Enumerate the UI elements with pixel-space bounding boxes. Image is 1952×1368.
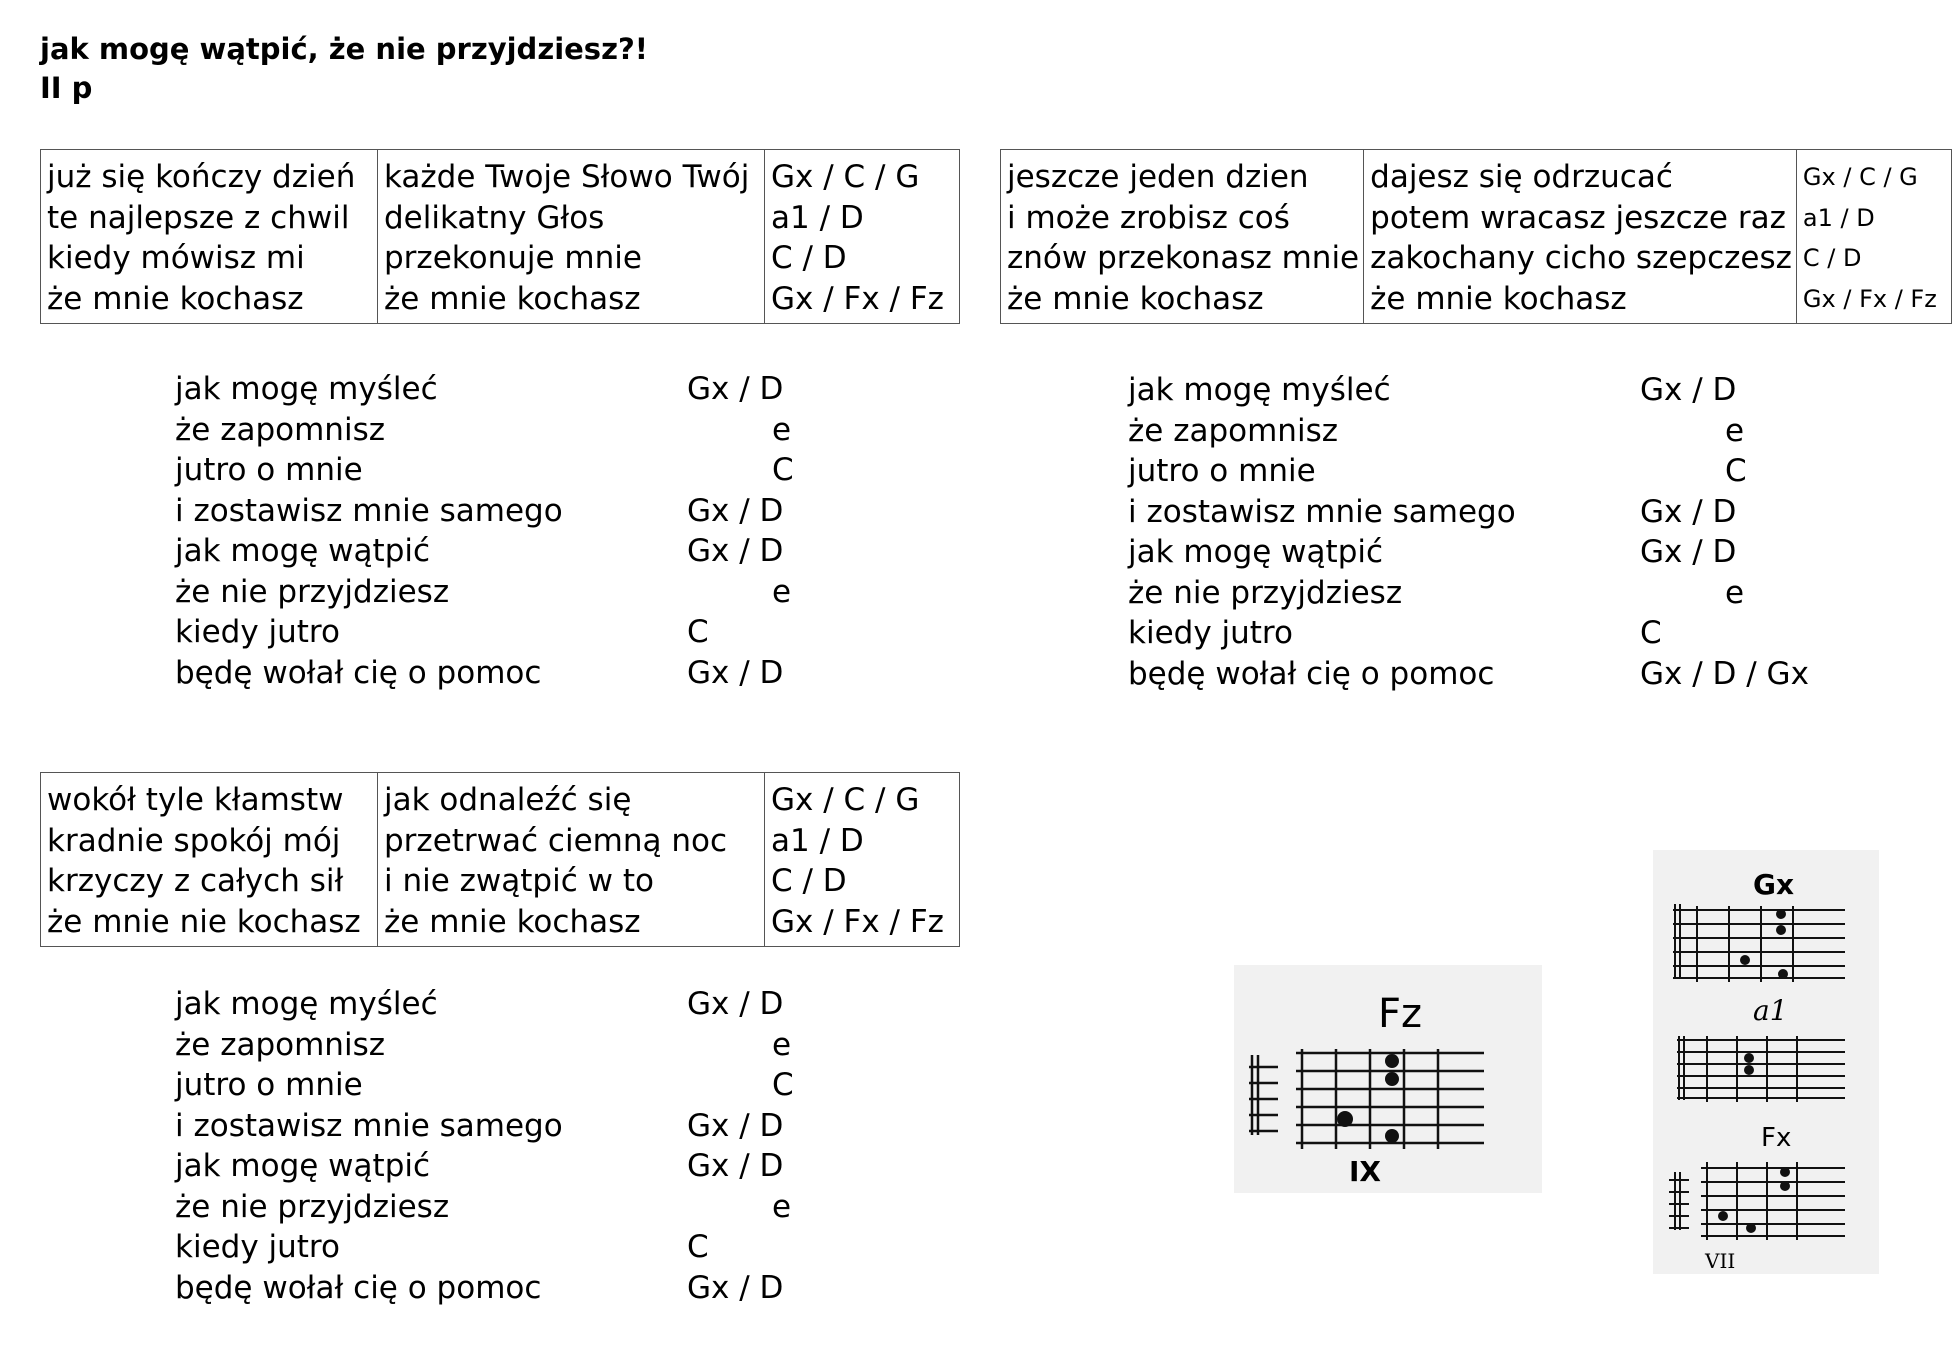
chord-label: Gx / D bbox=[687, 986, 784, 1022]
lyric-line: jak mogę wątpić bbox=[175, 533, 431, 569]
chord-label: Gx / D bbox=[687, 492, 784, 529]
chord-label: Gx / D bbox=[687, 1148, 784, 1184]
lyric-line: przetrwać ciemną noc bbox=[384, 822, 727, 859]
lyric-line: że nie przyjdziesz bbox=[1128, 574, 1403, 611]
chorus-row bbox=[175, 1146, 875, 1187]
lyric-line: i zostawisz mnie samego bbox=[175, 1107, 563, 1144]
chord-label: Gx / D bbox=[687, 533, 784, 569]
fz-chord-diagram bbox=[1234, 965, 1542, 1193]
song-title-line: jak mogę wątpić, że nie przyjdziesz?! bbox=[40, 32, 648, 66]
lyric-line: potem wracasz jeszcze raz bbox=[1370, 199, 1786, 236]
fx-fret-label: VII bbox=[1705, 1249, 1736, 1273]
lyric-line: i może zrobisz coś bbox=[1007, 199, 1290, 236]
lyric-line: zakochany cicho szepczesz bbox=[1370, 240, 1792, 276]
song-key-line: II p bbox=[40, 71, 93, 105]
lyric-line: jutro o mnie bbox=[175, 452, 363, 488]
verse-1-lyrics-a bbox=[41, 150, 378, 324]
chord-line: Gx / Fx / Fz bbox=[1802, 284, 1937, 313]
verse-2-lyrics-b bbox=[1364, 150, 1797, 324]
chord-label: Gx / D bbox=[687, 654, 784, 691]
lyric-line: dajesz się odrzucać bbox=[1370, 159, 1673, 195]
chord-label: Gx / D bbox=[1640, 534, 1737, 570]
chorus-row bbox=[175, 653, 875, 694]
lyric-line: kiedy jutro bbox=[175, 614, 340, 650]
chord-label: Gx / D bbox=[687, 371, 784, 407]
chorus-row bbox=[175, 1227, 875, 1268]
verse-2-table bbox=[1000, 149, 1952, 324]
chorus-row bbox=[1128, 411, 1868, 452]
chorus-row bbox=[1128, 654, 1868, 695]
lyric-line: i zostawisz mnie samego bbox=[1128, 493, 1516, 530]
fz-grid bbox=[1249, 1049, 1484, 1149]
lyric-line: i nie zwątpić w to bbox=[384, 863, 654, 899]
lyric-line: że nie przyjdziesz bbox=[175, 573, 450, 610]
lyric-line: jak odnaleźć się bbox=[384, 782, 632, 818]
lyric-line: jak mogę wątpić bbox=[1128, 534, 1384, 570]
chord-line: C / D bbox=[1802, 244, 1862, 272]
chord-line: a1 / D bbox=[1802, 203, 1875, 232]
chorus-row bbox=[175, 450, 875, 491]
lyric-line: że nie przyjdziesz bbox=[175, 1188, 450, 1225]
chord-label: e bbox=[1725, 412, 1745, 449]
chorus-row bbox=[175, 491, 875, 532]
fx-grid bbox=[1669, 1162, 1845, 1240]
gx-chord-name: Gx bbox=[1753, 868, 1795, 901]
lyric-line: jak mogę myśleć bbox=[175, 986, 438, 1022]
chord-label: e bbox=[1725, 574, 1745, 611]
lyric-line: że mnie kochasz bbox=[384, 280, 641, 317]
chord-label: e bbox=[772, 1188, 792, 1225]
chorus-row bbox=[175, 1065, 875, 1106]
chorus-row bbox=[175, 1268, 875, 1309]
chord-label: C bbox=[772, 452, 794, 488]
lyric-line: znów przekonasz mnie bbox=[1007, 240, 1360, 276]
chord-label: Gx / D bbox=[687, 1269, 784, 1306]
verse-3-lyrics-a bbox=[41, 773, 378, 947]
chorus-row bbox=[175, 572, 875, 613]
chord-label: Gx / D bbox=[687, 1107, 784, 1144]
gx-a1-fx-chord-svg bbox=[1653, 850, 1879, 1274]
lyric-line: że mnie kochasz bbox=[384, 903, 641, 940]
lyric-line: już się kończy dzień bbox=[47, 159, 356, 195]
chorus-row bbox=[175, 612, 875, 653]
lyric-line: jak mogę wątpić bbox=[175, 1148, 431, 1184]
chord-label: e bbox=[772, 1026, 792, 1063]
lyric-line: będę wołał cię o pomoc bbox=[175, 1269, 542, 1306]
lyric-line: jutro o mnie bbox=[175, 1067, 363, 1103]
lyric-line: krzyczy z całych sił bbox=[47, 863, 344, 899]
lyric-line: że zapomnisz bbox=[1128, 412, 1338, 449]
chorus-1 bbox=[175, 369, 875, 693]
lyric-line: że mnie kochasz bbox=[47, 280, 304, 317]
fx-chord-name: Fx bbox=[1761, 1123, 1792, 1153]
chorus-row bbox=[175, 1187, 875, 1228]
chorus-row bbox=[1128, 613, 1868, 654]
a1-grid bbox=[1677, 1036, 1845, 1102]
chord-label: Gx / D bbox=[1640, 493, 1737, 530]
chorus-3 bbox=[175, 984, 875, 1308]
lyric-line: że mnie nie kochasz bbox=[47, 903, 361, 940]
chorus-row bbox=[175, 531, 875, 572]
lyric-line: będę wołał cię o pomoc bbox=[175, 654, 542, 691]
lyric-line: każde Twoje Słowo Twój bbox=[384, 159, 750, 195]
chord-line: C / D bbox=[771, 240, 847, 276]
gx-a1-fx-chord-diagrams bbox=[1653, 850, 1879, 1274]
lyric-line: że zapomnisz bbox=[175, 411, 385, 448]
verse-3-chords bbox=[765, 773, 960, 947]
chord-line: C / D bbox=[771, 863, 847, 899]
fz-chord-name: Fz bbox=[1378, 991, 1423, 1037]
chord-line: a1 / D bbox=[771, 822, 864, 859]
chord-line: Gx / C / G bbox=[771, 782, 920, 818]
chord-label: C bbox=[1640, 615, 1662, 651]
chorus-row bbox=[1128, 532, 1868, 573]
chord-label: C bbox=[772, 1067, 794, 1103]
chord-label: Gx / D / Gx bbox=[1640, 655, 1809, 692]
verse-1-chords bbox=[765, 150, 960, 324]
chorus-2 bbox=[1128, 370, 1868, 694]
fz-fret-label: IX bbox=[1349, 1155, 1382, 1188]
chord-line: Gx / Fx / Fz bbox=[771, 280, 944, 317]
chorus-row bbox=[1128, 451, 1868, 492]
lyric-line: jeszcze jeden dzien bbox=[1007, 159, 1309, 195]
chorus-row bbox=[175, 1106, 875, 1147]
gx-grid bbox=[1673, 904, 1845, 982]
lyric-line: kiedy jutro bbox=[175, 1229, 340, 1265]
chorus-row bbox=[175, 984, 875, 1025]
song-title bbox=[40, 30, 648, 108]
chorus-row bbox=[1128, 370, 1868, 411]
lyric-line: jak mogę myśleć bbox=[1128, 372, 1391, 408]
chord-line: a1 / D bbox=[771, 199, 864, 236]
lyric-line: że zapomnisz bbox=[175, 1026, 385, 1063]
chord-line: Gx / C / G bbox=[1802, 163, 1918, 191]
chorus-row bbox=[175, 369, 875, 410]
chord-label: C bbox=[687, 1229, 709, 1265]
lyric-line: jak mogę myśleć bbox=[175, 371, 438, 407]
lyric-line: jutro o mnie bbox=[1128, 453, 1316, 489]
chorus-row bbox=[1128, 492, 1868, 533]
verse-2-chords bbox=[1796, 150, 1951, 324]
chorus-row bbox=[175, 410, 875, 451]
lyric-line: będę wołał cię o pomoc bbox=[1128, 655, 1495, 692]
chord-label: C bbox=[687, 614, 709, 650]
gx-finger-dots bbox=[1740, 909, 1788, 979]
chord-line: Gx / C / G bbox=[771, 159, 920, 195]
verse-1-table bbox=[40, 149, 960, 324]
chord-line: Gx / Fx / Fz bbox=[771, 903, 944, 940]
verse-3-lyrics-b bbox=[378, 773, 765, 947]
lyric-line: kiedy mówisz mi bbox=[47, 240, 305, 276]
verse-1-lyrics-b bbox=[378, 150, 765, 324]
chord-label: e bbox=[772, 411, 792, 448]
lyric-line: kradnie spokój mój bbox=[47, 822, 341, 859]
lyric-line: te najlepsze z chwil bbox=[47, 199, 350, 236]
lyric-line: że mnie kochasz bbox=[1370, 280, 1627, 317]
lyric-line: kiedy jutro bbox=[1128, 615, 1293, 651]
lyric-line: i zostawisz mnie samego bbox=[175, 492, 563, 529]
chord-label: C bbox=[1725, 453, 1747, 489]
verse-2-lyrics-a bbox=[1001, 150, 1364, 324]
chorus-row bbox=[1128, 573, 1868, 614]
chord-label: e bbox=[772, 573, 792, 610]
chorus-row bbox=[175, 1025, 875, 1066]
lyric-line: przekonuje mnie bbox=[384, 240, 642, 276]
fz-chord-svg bbox=[1234, 965, 1542, 1193]
lyric-line: delikatny Głos bbox=[384, 199, 605, 236]
lyric-line: wokół tyle kłamstw bbox=[47, 782, 344, 818]
lyric-line: że mnie kochasz bbox=[1007, 280, 1264, 317]
a1-chord-name: a1 bbox=[1753, 994, 1788, 1027]
chord-label: Gx / D bbox=[1640, 372, 1737, 408]
verse-3-table bbox=[40, 772, 960, 947]
fz-finger-dots bbox=[1337, 1054, 1399, 1143]
